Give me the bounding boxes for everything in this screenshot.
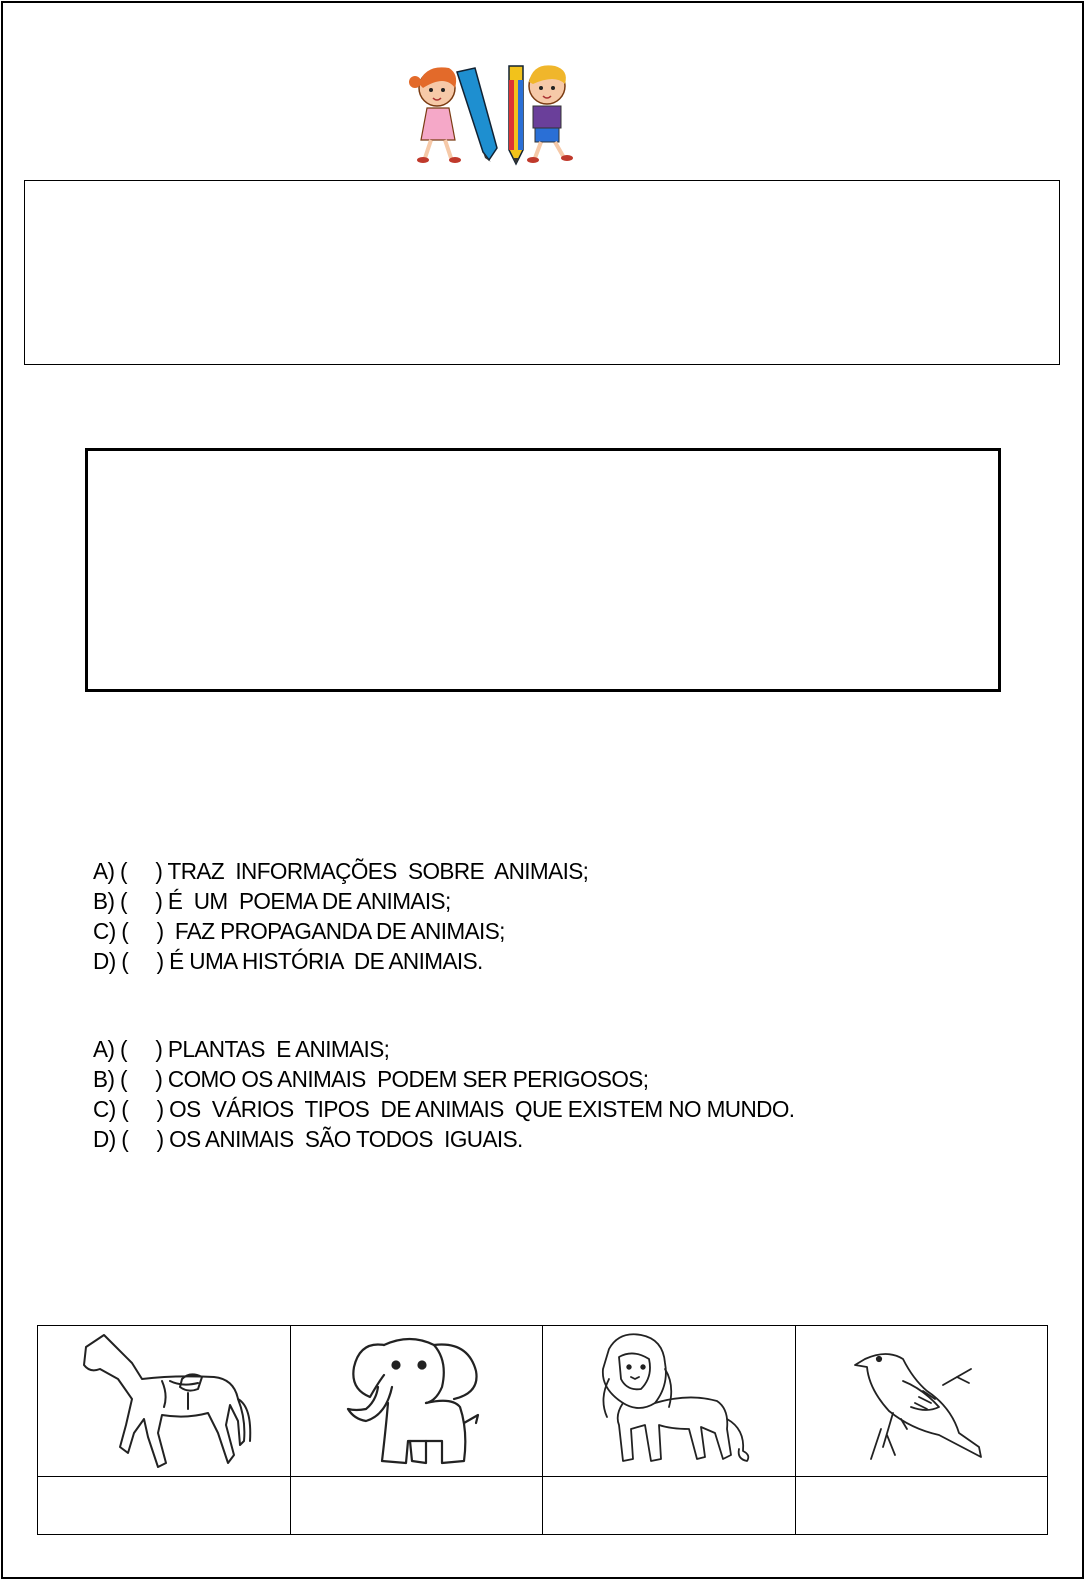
option-d[interactable]: D) ( ) É UMA HISTÓRIA DE ANIMAIS.	[93, 948, 483, 974]
option-a[interactable]: A) ( ) TRAZ INFORMAÇÕES SOBRE ANIMAIS;	[93, 858, 589, 884]
animal-cell-lion	[543, 1326, 796, 1477]
header-box[interactable]	[24, 180, 1060, 365]
answer-cell-bird[interactable]	[795, 1477, 1048, 1535]
kids-with-pencils-logo	[405, 60, 590, 170]
option-c[interactable]: C) ( ) OS VÁRIOS TIPOS DE ANIMAIS QUE EXISTEM NO MUNDO.	[93, 1096, 795, 1122]
option-b[interactable]: B) ( ) COMO OS ANIMAIS PODEM SER PERIGOSOS;	[93, 1066, 649, 1092]
horse-drawing	[74, 1329, 254, 1474]
answer-cell-horse[interactable]	[38, 1477, 291, 1535]
elephant-drawing	[326, 1331, 506, 1471]
animals-table	[37, 1325, 1048, 1535]
bird-drawing	[831, 1329, 1011, 1474]
answer-cell-elephant[interactable]	[290, 1477, 543, 1535]
option-a[interactable]: A) ( ) PLANTAS E ANIMAIS;	[93, 1036, 390, 1062]
question2-options	[93, 1034, 809, 1154]
answer-cell-lion[interactable]	[543, 1477, 796, 1535]
option-d[interactable]: D) ( ) OS ANIMAIS SÃO TODOS IGUAIS.	[93, 1126, 523, 1152]
question1-options	[93, 856, 598, 976]
animal-cell-bird	[795, 1326, 1048, 1477]
text-box[interactable]	[85, 448, 1001, 692]
option-c[interactable]: C) ( ) FAZ PROPAGANDA DE ANIMAIS;	[93, 918, 505, 944]
animal-cell-horse	[38, 1326, 291, 1477]
animal-cell-elephant	[290, 1326, 543, 1477]
lion-drawing	[579, 1329, 759, 1474]
option-b[interactable]: B) ( ) É UM POEMA DE ANIMAIS;	[93, 888, 451, 914]
